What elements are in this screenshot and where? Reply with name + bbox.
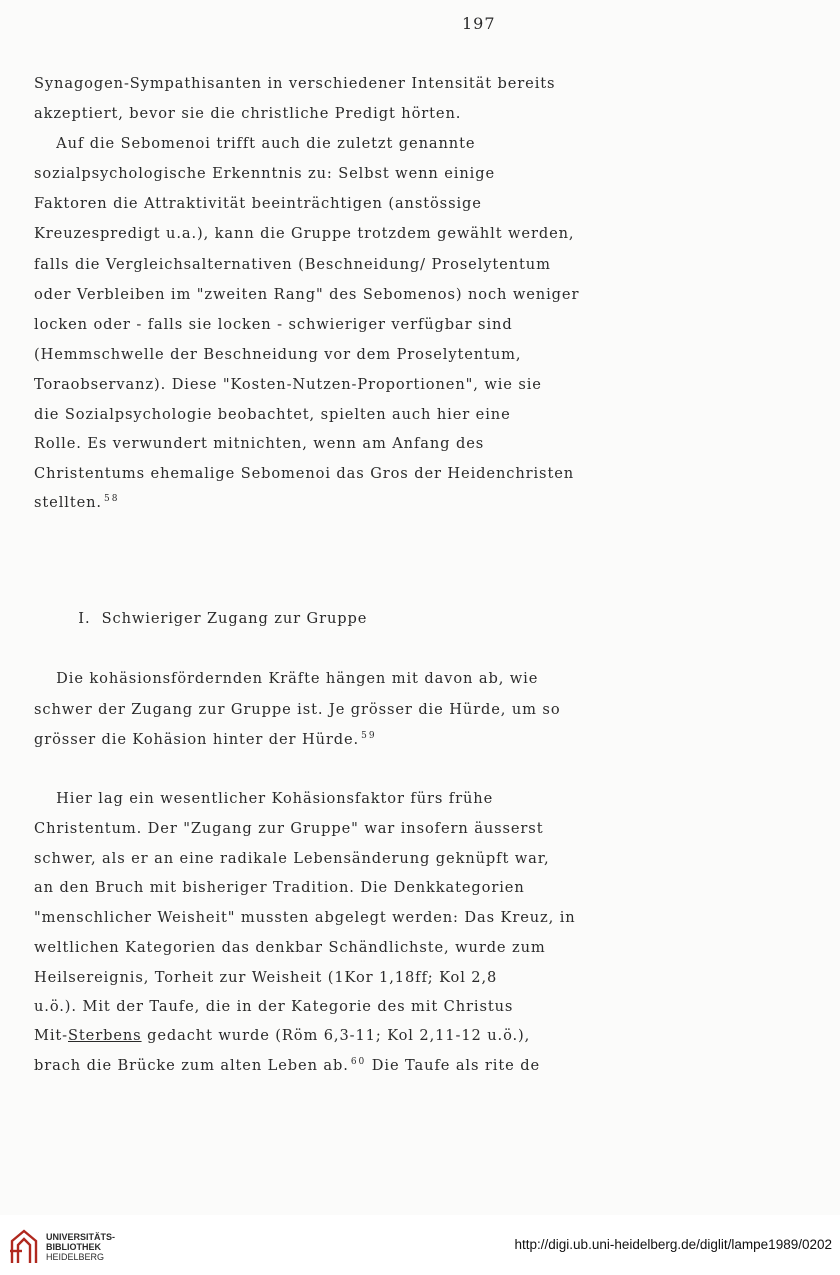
section-heading: I. Schwieriger Zugang zur Gruppe: [34, 610, 368, 627]
text-line: Die kohäsionsfördernden Kräfte hängen mit davon ab, wie: [34, 670, 539, 687]
text-line: Mit-Sterbens gedacht wurde (Röm 6,3-11; Kol 2,11-12 u.ö.),: [34, 1027, 531, 1044]
footnote-marker: 58: [103, 494, 120, 504]
text-line: brach die Brücke zum alten Leben ab. $^{60}$ Die Taufe als rite de: [34, 1057, 540, 1074]
library-logo-icon: [8, 1225, 40, 1265]
text-line: die Sozialpsychologie beobachtet, spielten auch hier eine: [34, 406, 511, 423]
text-line: schwer, als er an eine radikale Lebensänderung geknüpft war,: [34, 850, 550, 867]
text-line: u.ö.). Mit der Taufe, die in der Kategorie des mit Christus: [34, 998, 514, 1015]
text-line: akzeptiert, bevor sie die christliche Predigt hörten.: [34, 105, 462, 122]
text-line: oder Verbleiben im "zweiten Rang" des Sebomenos) noch weniger: [34, 286, 580, 303]
text-line: grösser die Kohäsion hinter der Hürde. $^{59}$: [34, 731, 377, 748]
text-line: Toraobservanz). Diese "Kosten-Nutzen-Proportionen", wie sie: [34, 376, 542, 393]
library-name: UNIVERSITÄTS- BIBLIOTHEK HEIDELBERG: [46, 1232, 116, 1262]
text-line: Heilsereignis, Torheit zur Weisheit (1Kor 1,18ff; Kol 2,8: [34, 969, 498, 986]
text-line: an den Bruch mit bisheriger Tradition. Die Denkkategorien: [34, 879, 525, 896]
text-line: stellten. $^{58}$: [34, 494, 120, 511]
text-line: "menschlicher Weisheit" mussten abgelegt werden: Das Kreuz, in: [34, 909, 576, 926]
text-line: Faktoren die Attraktivität beeinträchtigen (anstössige: [34, 195, 482, 212]
text-line: Christentums ehemalige Sebomenoi das Gros der Heidenchristen: [34, 465, 575, 482]
text-line: Synagogen-Sympathisanten in verschiedener Intensität bereits: [34, 75, 556, 92]
text-line: Kreuzespredigt u.a.), kann die Gruppe trotzdem gewählt werden,: [34, 225, 575, 242]
text-line: sozialpsychologische Erkenntnis zu: Selbst wenn einige: [34, 165, 495, 182]
text-line: Rolle. Es verwundert mitnichten, wenn am Anfang des: [34, 435, 485, 452]
text-line: Auf die Sebomenoi trifft auch die zuletzt genannte: [34, 135, 476, 152]
text-line: falls die Vergleichsalternativen (Beschneidung/ Proselytentum: [34, 256, 551, 273]
page-number: 197: [462, 14, 496, 33]
text-line: (Hemmschwelle der Beschneidung vor dem Proselytentum,: [34, 346, 522, 363]
text-line: Christentum. Der "Zugang zur Gruppe" war insofern äusserst: [34, 820, 544, 837]
text-line: weltlichen Kategorien das denkbar Schändlichste, wurde zum: [34, 939, 546, 956]
text-line: Hier lag ein wesentlicher Kohäsionsfaktor fürs frühe: [34, 790, 494, 807]
text-line: locken oder - falls sie locken - schwieriger verfügbar sind: [34, 316, 513, 333]
document-url-link[interactable]: http://digi.ub.uni-heidelberg.de/diglit/lampe1989/0202: [514, 1237, 832, 1252]
text-line: schwer der Zugang zur Gruppe ist. Je grösser die Hürde, um so: [34, 701, 561, 718]
viewer-footer: [0, 1215, 840, 1275]
footnote-marker: 60: [350, 1057, 367, 1067]
footnote-marker: 59: [361, 731, 377, 741]
